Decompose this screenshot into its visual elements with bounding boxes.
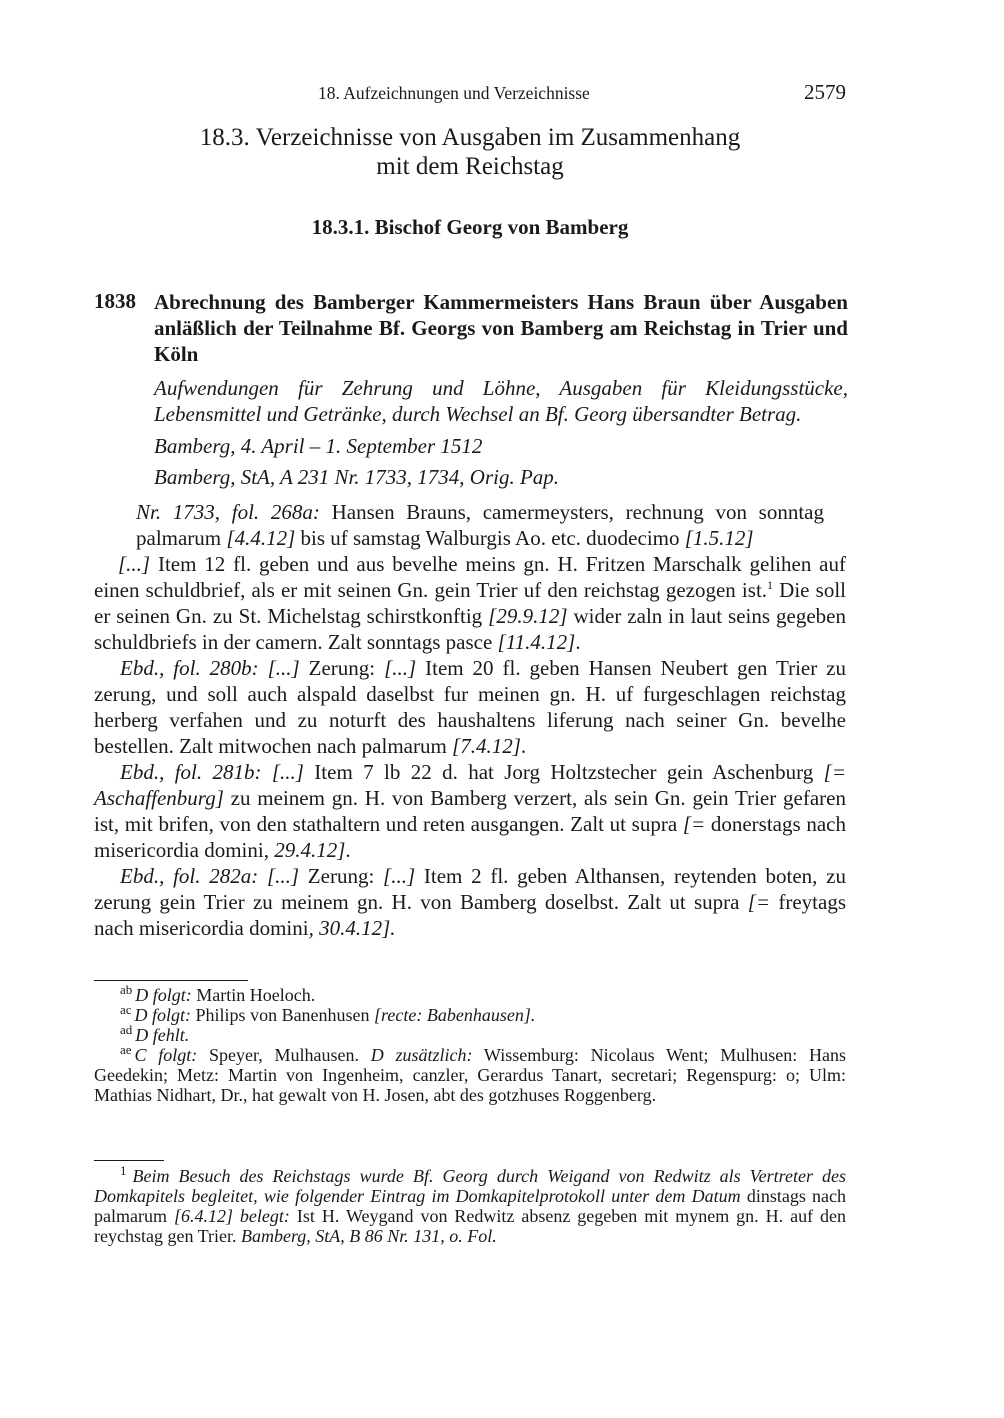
text-run: . xyxy=(520,734,527,758)
footnote-reference[interactable]: 1 xyxy=(767,578,774,592)
bracket: [= xyxy=(682,812,706,836)
subsection-title: 18.3.1. Bischof Georg von Bamberg xyxy=(311,215,629,239)
text-run: Item 20 fl. geben Hansen Neubert gen Trier zu zerung, und soll auch alspald daselbst fur meinen gn. H. uf furgeschlagen reichstag herberg verfahen und zu noturft des haushaltens liferung nach seiner Gn. bevelhe bestellen. Zalt mitwochen nach palmarum xyxy=(94,656,846,758)
variant-note xyxy=(94,982,846,1005)
entry-number: 1838 xyxy=(94,289,136,313)
entry-summary: Aufwendungen für Zehrung und Löhne, Ausgaben für Kleidungsstücke, Lebensmittel und Getränke, durch Wechsel an Bf. Georg übersandter Betrag. xyxy=(154,376,848,426)
text-run: donerstags nach misericordia domini, xyxy=(94,812,846,862)
date-gloss: [7.4.12] xyxy=(452,734,521,758)
footnote-text: Beim Besuch des Reichstags wurde Bf. Georg durch Weigand von Redwitz als Vertreter des Domkapitels begleitet, wie folgender Eintrag im Domkapitelprotokoll unter dem Datum xyxy=(94,1166,846,1206)
text-run: wider zaln in laut seins gegeben schuldbriefs in der camern. Zalt sonntags pasce xyxy=(94,604,846,654)
folio-reference: Ebd., fol. 280b: [...] xyxy=(120,656,300,680)
entry-title: Abrechnung des Bamberger Kammermeisters Hans Braun über Ausgaben anläßlich der Teilnahme Bf. Georgs von Bamberg am Reichstag in Trier und Köln xyxy=(154,290,848,366)
note-label: D folgt: xyxy=(134,1005,192,1025)
bracket: [= xyxy=(747,890,771,914)
place-gloss: [= Aschaffenburg] xyxy=(94,760,846,810)
note-gloss: [recte: Babenhausen]. xyxy=(374,1005,536,1025)
date-gloss: , 30.4.12]. xyxy=(308,916,396,940)
date-gloss: [4.4.12] xyxy=(226,526,296,550)
body-paragraph xyxy=(94,655,846,759)
note-label: C folgt: xyxy=(134,1045,198,1065)
folio-reference: Ebd., fol. 281b: [...] xyxy=(120,760,304,784)
note-marker: ab xyxy=(120,982,133,997)
note-marker: ac xyxy=(120,1002,132,1017)
section-title xyxy=(150,123,790,181)
footnotes-divider xyxy=(94,1160,164,1161)
date-gloss: 29.4.12] xyxy=(274,838,346,862)
date-gloss: [1.5.12] xyxy=(684,526,754,550)
page-number: 2579 xyxy=(804,80,846,104)
text-run: Zerung: xyxy=(299,656,385,680)
note-label: D fehlt. xyxy=(135,1025,190,1045)
note-label: D zusätzlich: xyxy=(370,1045,473,1065)
running-title: 18. Aufzeichnungen und Verzeichnisse xyxy=(318,83,590,103)
text-run: bis uf samstag Walburgis Ao. etc. duodecimo xyxy=(295,526,685,550)
footnote xyxy=(94,1163,847,1246)
note-label: D folgt: xyxy=(135,985,192,1005)
body-paragraph xyxy=(94,499,846,551)
running-header xyxy=(0,80,1004,108)
text-run: . xyxy=(575,630,581,654)
body-paragraph xyxy=(94,759,846,863)
entry-source: Bamberg, StA, A 231 Nr. 1733, 1734, Orig. Pap. xyxy=(154,465,560,489)
variant-note xyxy=(94,1042,847,1105)
body-text xyxy=(94,499,846,941)
folio-reference: Ebd., fol. 282a: [...] xyxy=(120,864,300,888)
notes-divider xyxy=(94,980,248,981)
note-marker: ad xyxy=(120,1022,133,1037)
note-text: Philips von Banenhusen xyxy=(191,1005,375,1025)
text-run: Item 2 fl. geben Althansen, reytenden boten, zu zerung gein Trier zu meinem gn. H. von Bamberg doselbst. Zalt ut supra xyxy=(94,864,846,914)
footnote-marker: 1 xyxy=(120,1163,127,1178)
footnote-text: dinstags nach palmarum xyxy=(94,1186,847,1226)
note-text: Speyer, Mulhausen. xyxy=(197,1045,371,1065)
variant-note xyxy=(94,1022,846,1045)
text-run: . xyxy=(345,838,351,862)
variant-notes xyxy=(94,982,847,1105)
entry-date: Bamberg, 4. April – 1. September 1512 xyxy=(154,434,483,458)
ellipsis: [...] xyxy=(384,656,417,680)
footnotes xyxy=(94,1163,847,1246)
date-gloss: [29.9.12] xyxy=(488,604,568,628)
folio-reference: Nr. 1733, fol. 268a: xyxy=(136,500,320,524)
date-gloss: [11.4.12] xyxy=(497,630,576,654)
text-run: Zerung: xyxy=(299,864,384,888)
text-run: freytags nach misericordia domini xyxy=(94,890,846,940)
ellipsis: [...] xyxy=(118,552,151,576)
section-title-line2: mit dem Reichstag xyxy=(376,153,564,180)
text-run: Item 7 lb 22 d. hat Jorg Holtzstecher gein Aschenburg xyxy=(303,760,824,784)
footnote-citation: Bamberg, StA, B 86 Nr. 131, o. Fol. xyxy=(240,1226,497,1246)
footnote-text: [6.4.12] belegt: xyxy=(173,1206,290,1226)
section-title-line1: 18.3. Verzeichnisse von Ausgaben im Zusammenhang xyxy=(199,124,741,151)
note-text: Wissemburg: Nicolaus Went; Mulhusen: Hans Geedekin; Metz: Martin von Ingenheim, canzler, Gerardus Tanart, secretari; Regenspurg: o; Ulm: Mathias Nidhart, Dr., hat gewalt von H. Josen, abt des gotzhuses Roggenberg. xyxy=(94,1045,847,1105)
body-paragraph xyxy=(94,551,846,655)
ellipsis: [...] xyxy=(383,864,416,888)
text-run: zu meinem gn. H. von Bamberg verzert, als sein Gn. gein Trier gefaren ist, mit brifen, von den stathaltern und reten ausgangen. Zalt ut supra xyxy=(94,786,846,836)
text-run: Hansen Brauns, camermeysters, rechnung von sonntag palmarum xyxy=(136,500,825,550)
text-run: Item 12 fl. geben und aus bevelhe meins gn. H. Fritzen Marschalk gelihen auf einen schuldbrief, als er mit seinen Gn. gein Trier uf den reichstag gezogen ist. xyxy=(94,552,846,602)
variant-note xyxy=(94,1002,846,1025)
text-run: Die soll er seinen Gn. zu St. Michelstag schirstkonftig xyxy=(94,578,846,628)
body-paragraph xyxy=(94,863,846,941)
note-marker: ae xyxy=(120,1042,132,1057)
note-text: Martin Hoeloch. xyxy=(191,985,316,1005)
footnote-text: Ist H. Weygand von Redwitz absenz gegeben mit mynem gn. H. auf den reychstag gen Trier. xyxy=(94,1206,847,1246)
